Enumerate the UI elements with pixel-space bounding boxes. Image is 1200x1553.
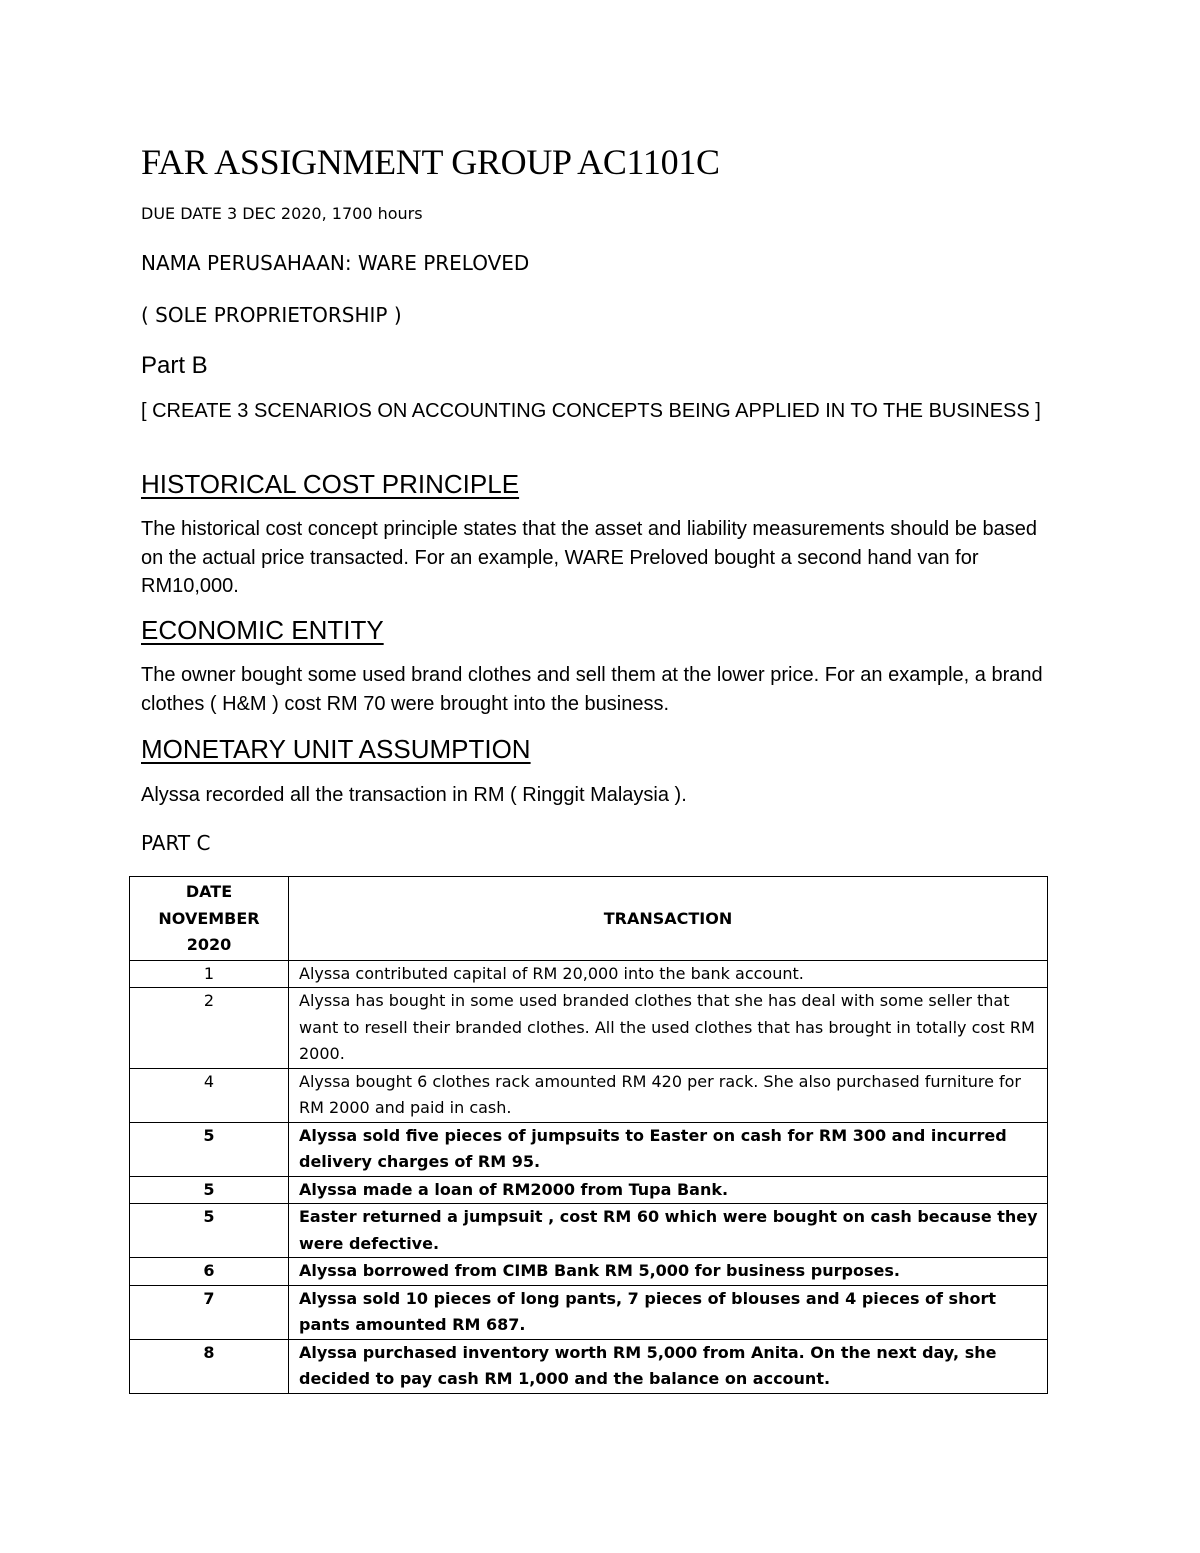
date-cell: 7 xyxy=(130,1285,289,1339)
table-header-row xyxy=(130,877,1048,961)
table-row xyxy=(130,988,1048,1069)
concept-heading-monetary-unit: MONETARY UNIT ASSUMPTION xyxy=(141,734,531,764)
date-header-line: NOVEMBER xyxy=(158,908,260,928)
table-row xyxy=(130,1204,1048,1258)
date-cell: 5 xyxy=(130,1204,289,1258)
table-row xyxy=(130,960,1048,988)
concept-text-economic-entity: The owner bought some used brand clothes and sell them at the lower price. For an example, a brand clothes ( H&M ) cost RM 70 were brought into the business. xyxy=(141,664,1043,715)
transaction-cell: Alyssa purchased inventory worth RM 5,000 from Anita. On the next day, she decided to pay cash RM 1,000 and the balance on account. xyxy=(289,1339,1048,1393)
table-row xyxy=(130,1258,1048,1286)
transaction-cell: Alyssa made a loan of RM2000 from Tupa Bank. xyxy=(289,1176,1048,1204)
date-cell: 5 xyxy=(130,1176,289,1204)
document-title: FAR ASSIGNMENT GROUP AC1101C xyxy=(141,142,720,182)
company-name: NAMA PERUSAHAAN: WARE PRELOVED xyxy=(141,251,530,275)
transactions-table xyxy=(129,876,1048,1394)
concept-text-historical-cost: The historical cost concept principle states that the asset and liability measurements should be based on the actual price transacted. For an example, WARE Preloved bought a second hand van for RM10,000. xyxy=(141,518,1038,597)
table-row xyxy=(130,1285,1048,1339)
table-row xyxy=(130,1339,1048,1393)
date-cell: 4 xyxy=(130,1068,289,1122)
part-b-heading: Part B xyxy=(141,352,208,379)
transaction-cell: Alyssa borrowed from CIMB Bank RM 5,000 for business purposes. xyxy=(289,1258,1048,1286)
transaction-cell: Alyssa bought 6 clothes rack amounted RM 420 per rack. She also purchased furniture for RM 2000 and paid in cash. xyxy=(289,1068,1048,1122)
transaction-cell: Alyssa contributed capital of RM 20,000 into the bank account. xyxy=(289,960,1048,988)
date-cell: 1 xyxy=(130,960,289,988)
table-row xyxy=(130,1176,1048,1204)
part-c-heading: PART C xyxy=(141,831,211,855)
part-b-instruction: [ CREATE 3 SCENARIOS ON ACCOUNTING CONCEPTS BEING APPLIED IN TO THE BUSINESS ] xyxy=(141,400,1041,422)
table-row xyxy=(130,1068,1048,1122)
date-header-line: DATE xyxy=(185,882,233,901)
date-cell: 5 xyxy=(130,1122,289,1176)
concept-heading-economic-entity: ECONOMIC ENTITY xyxy=(141,615,384,645)
date-cell: 8 xyxy=(130,1339,289,1393)
table-row xyxy=(130,1122,1048,1176)
concept-heading-historical-cost: HISTORICAL COST PRINCIPLE xyxy=(141,469,520,499)
transaction-cell: Alyssa sold 10 pieces of long pants, 7 pieces of blouses and 4 pieces of short pants amounted RM 687. xyxy=(289,1285,1048,1339)
date-header-line: 2020 xyxy=(186,935,232,954)
business-structure: ( SOLE PROPRIETORSHIP ) xyxy=(141,303,402,327)
transaction-column-header: TRANSACTION xyxy=(289,877,1048,961)
concept-text-monetary-unit: Alyssa recorded all the transaction in RM ( Ringgit Malaysia ). xyxy=(141,784,687,806)
date-column-header xyxy=(130,877,289,961)
transaction-cell: Easter returned a jumpsuit , cost RM 60 which were bought on cash because they were defective. xyxy=(289,1204,1048,1258)
due-date: DUE DATE 3 DEC 2020, 1700 hours xyxy=(141,204,423,223)
date-cell: 6 xyxy=(130,1258,289,1286)
transaction-cell: Alyssa has bought in some used branded clothes that she has deal with some seller that want to resell their branded clothes. All the used clothes that has brought in totally cost RM 2000. xyxy=(289,988,1048,1069)
date-cell: 2 xyxy=(130,988,289,1069)
transaction-cell: Alyssa sold five pieces of jumpsuits to Easter on cash for RM 300 and incurred delivery charges of RM 95. xyxy=(289,1122,1048,1176)
